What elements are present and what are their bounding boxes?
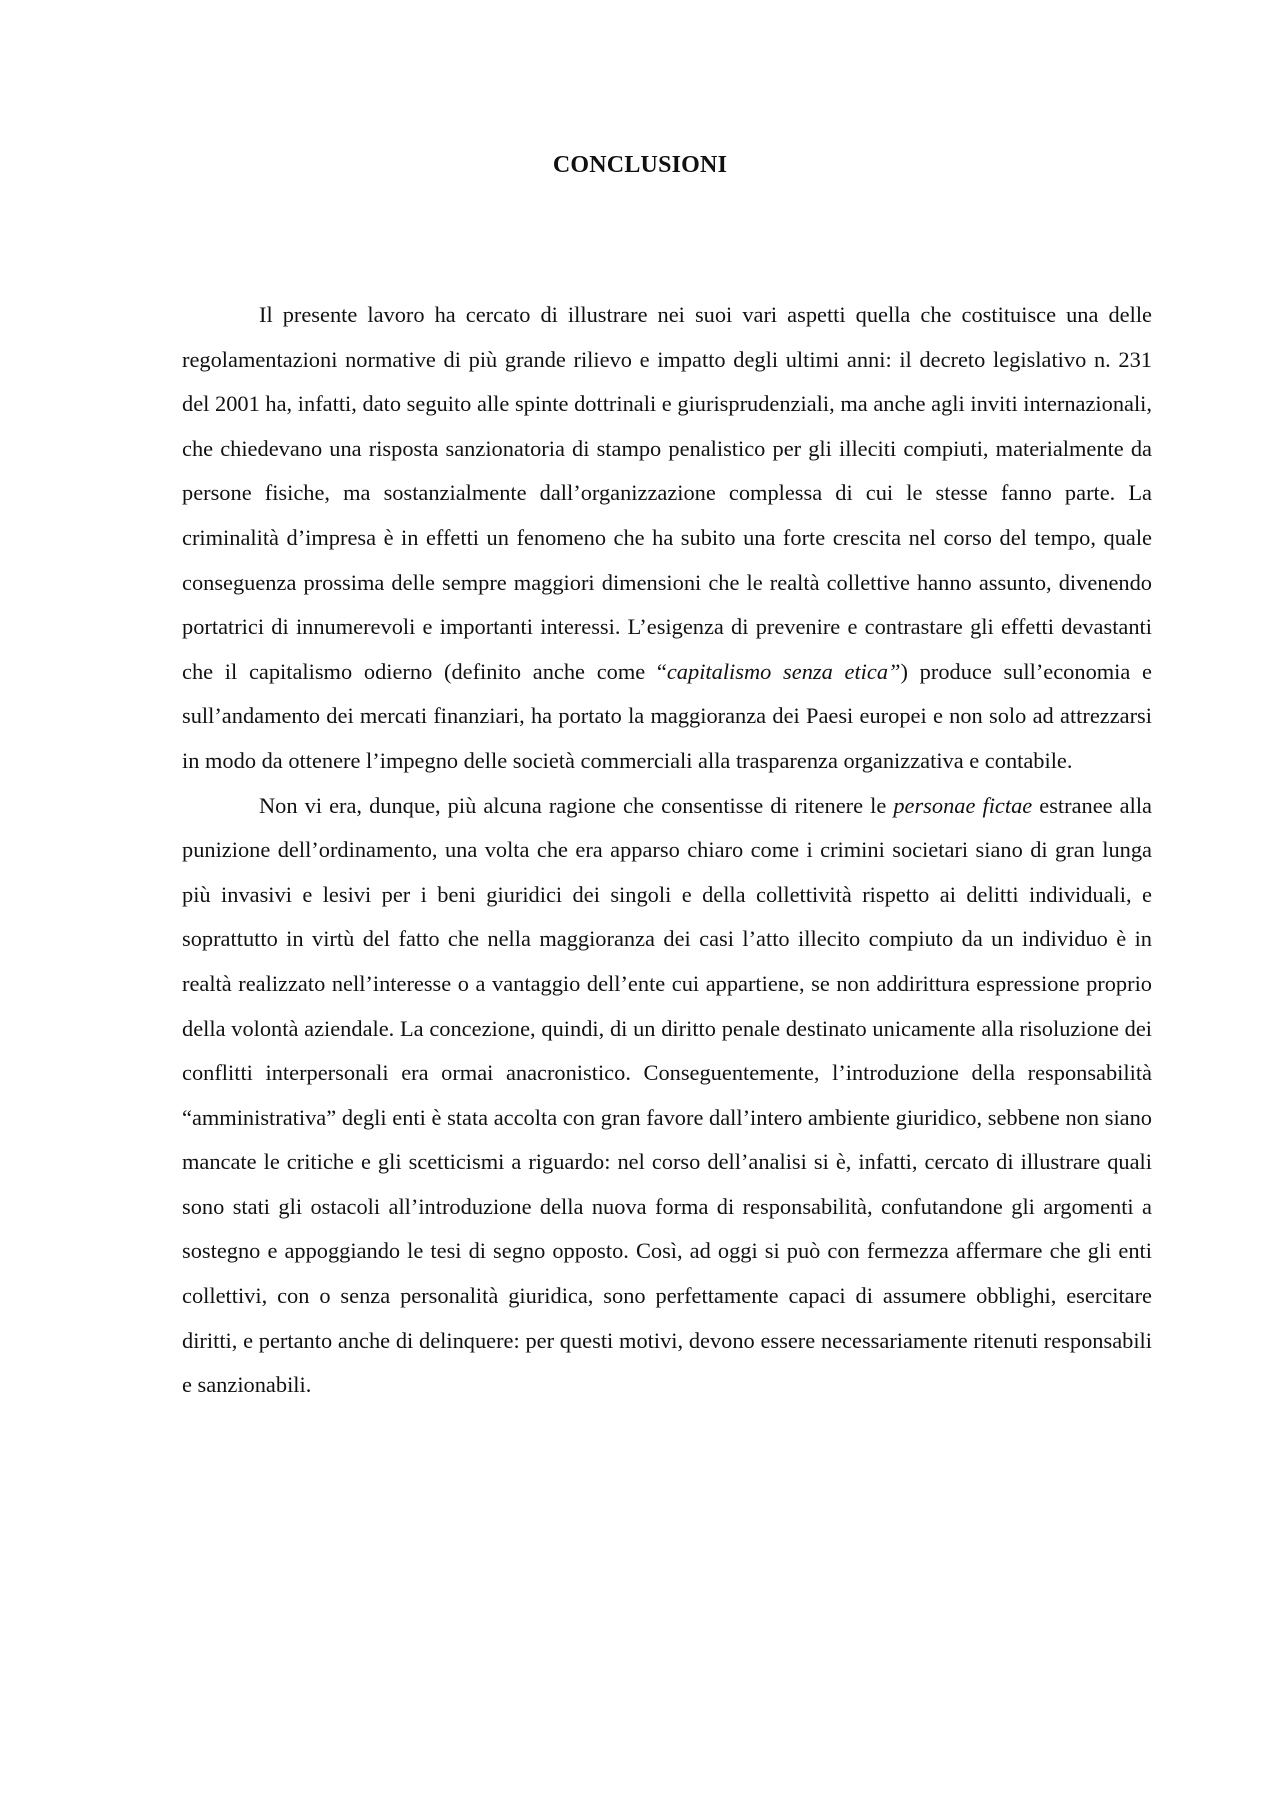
page-title: CONCLUSIONI bbox=[552, 152, 728, 178]
document-body bbox=[182, 293, 1152, 1408]
paragraph-1 bbox=[182, 293, 1152, 784]
paragraph-2 bbox=[182, 784, 1152, 1408]
paragraph-2-text-a: Non vi era, dunque, più alcuna ragione che consentisse di ritenere le bbox=[259, 792, 894, 818]
paragraph-2-italic-phrase: personae fictae bbox=[893, 792, 1033, 818]
paragraph-1-italic-phrase: capitalismo senza etica” bbox=[666, 658, 901, 684]
paragraph-1-text-b: ) produce sull’economia e sull’andamento dei mercati finanziari, ha portato la maggioranza dei Paesi europei e non solo ad attrezzarsi in modo da ottenere l’impegno delle società commerciali alla trasparenza organizzativa e contabile. bbox=[182, 658, 1152, 773]
paragraph-2-text-b: estranee alla punizione dell’ordinamento, una volta che era apparso chiaro come i crimini societari siano di gran lunga più invasivi e lesivi per i beni giuridici dei singoli e della collettività rispetto ai delitti individuali, e soprattutto in virtù del fatto che nella maggioranza dei casi l’atto illecito compiuto da un individuo è in realtà realizzato nell’interesse o a vantaggio dell’ente cui appartiene, se non addirittura espressione proprio della volontà aziendale. La concezione, quindi, di un diritto penale destinato unicamente alla risoluzione dei conflitti interpersonali era ormai anacronistico. Conseguentemente, l’introduzione della responsabilità “amministrativa” degli enti è stata accolta con gran favore dall’intero ambiente giuridico, sebbene non siano mancate le critiche e gli scetticismi a riguardo: nel corso dell’analisi si è, infatti, cercato di illustrare quali sono stati gli ostacoli all’introduzione della nuova forma di responsabilità, confutandone gli argomenti a sostegno e appoggiando le tesi di segno opposto. Così, ad oggi si può con fermezza affermare che gli enti collettivi, con o senza personalità giuridica, sono perfettamente capaci di assumere obblighi, esercitare diritti, e pertanto anche di delinquere: per questi motivi, devono essere necessariamente ritenuti responsabili e sanzionabili. bbox=[182, 792, 1152, 1398]
paragraph-1-text-a: Il presente lavoro ha cercato di illustrare nei suoi vari aspetti quella che costituisce una delle regolamentazioni normative di più grande rilievo e impatto degli ultimi anni: il decreto legislativo n. 231 del 2001 ha, infatti, dato seguito alle spinte dottrinali e giurisprudenziali, ma anche agli inviti internazionali, che chiedevano una risposta sanzionatoria di stampo penalistico per gli illeciti compiuti, materialmente da persone fisiche, ma sostanzialmente dall’organizzazione complessa di cui le stesse fanno parte. La criminalità d’impresa è in effetti un fenomeno che ha subito una forte crescita nel corso del tempo, quale conseguenza prossima delle sempre maggiori dimensioni che le realtà collettive hanno assunto, divenendo portatrici di innumerevoli e importanti interessi. L’esigenza di prevenire e contrastare gli effetti devastanti che il capitalismo odierno (definito anche come “ bbox=[182, 302, 1152, 684]
